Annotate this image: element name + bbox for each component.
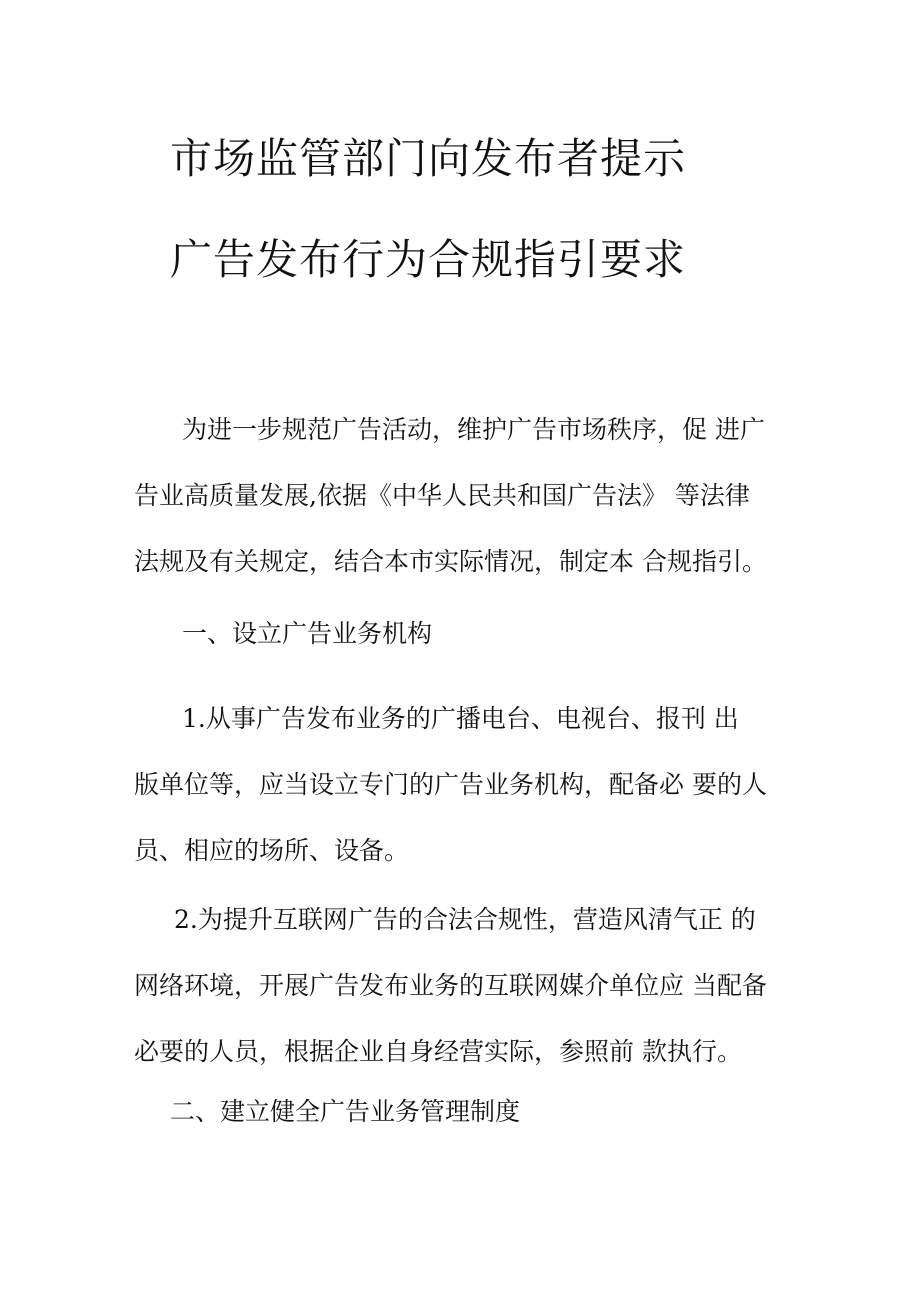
item-2-paragraph: [134, 905, 794, 1067]
item-1-line-1: 1.从事广告发布业务的广播电台、电视台、报刊 出: [182, 704, 739, 733]
item-1-line-3: 员、相应的场所、设备。: [134, 836, 410, 865]
document-title-line-1: 市场监管部门向发布者提示: [170, 134, 687, 183]
intro-line-1: 为进一步规范广告活动，维护广告市场秩序，促 进广: [182, 415, 765, 444]
document-title-line-2: 广告发布行为合规指引要求: [170, 235, 687, 284]
section-1-heading: 一、设立广告业务机构: [182, 619, 433, 648]
item-1-paragraph: [134, 704, 794, 866]
intro-line-3: 法规及有关规定，结合本市实际情况，制定本 合规指引。: [134, 547, 767, 576]
section-2-heading: 二、建立健全广告业务管理制度: [170, 1097, 521, 1126]
item-2-line-1: 2.为提升互联网广告的合法合规性，营造风清气正 的: [174, 905, 756, 934]
intro-line-2: 告业高质量发展,依据《中华人民共和国广告法》 等法律: [134, 481, 750, 510]
item-1-line-2: 版单位等，应当设立专门的广告业务机构，配备必 要的人: [134, 770, 767, 799]
intro-paragraph: [134, 415, 794, 577]
item-2-line-3: 必要的人员，根据企业自身经营实际，参照前 款执行。: [134, 1037, 742, 1066]
item-2-line-2: 网络环境，开展广告发布业务的互联网媒介单位应 当配备: [134, 971, 767, 1000]
